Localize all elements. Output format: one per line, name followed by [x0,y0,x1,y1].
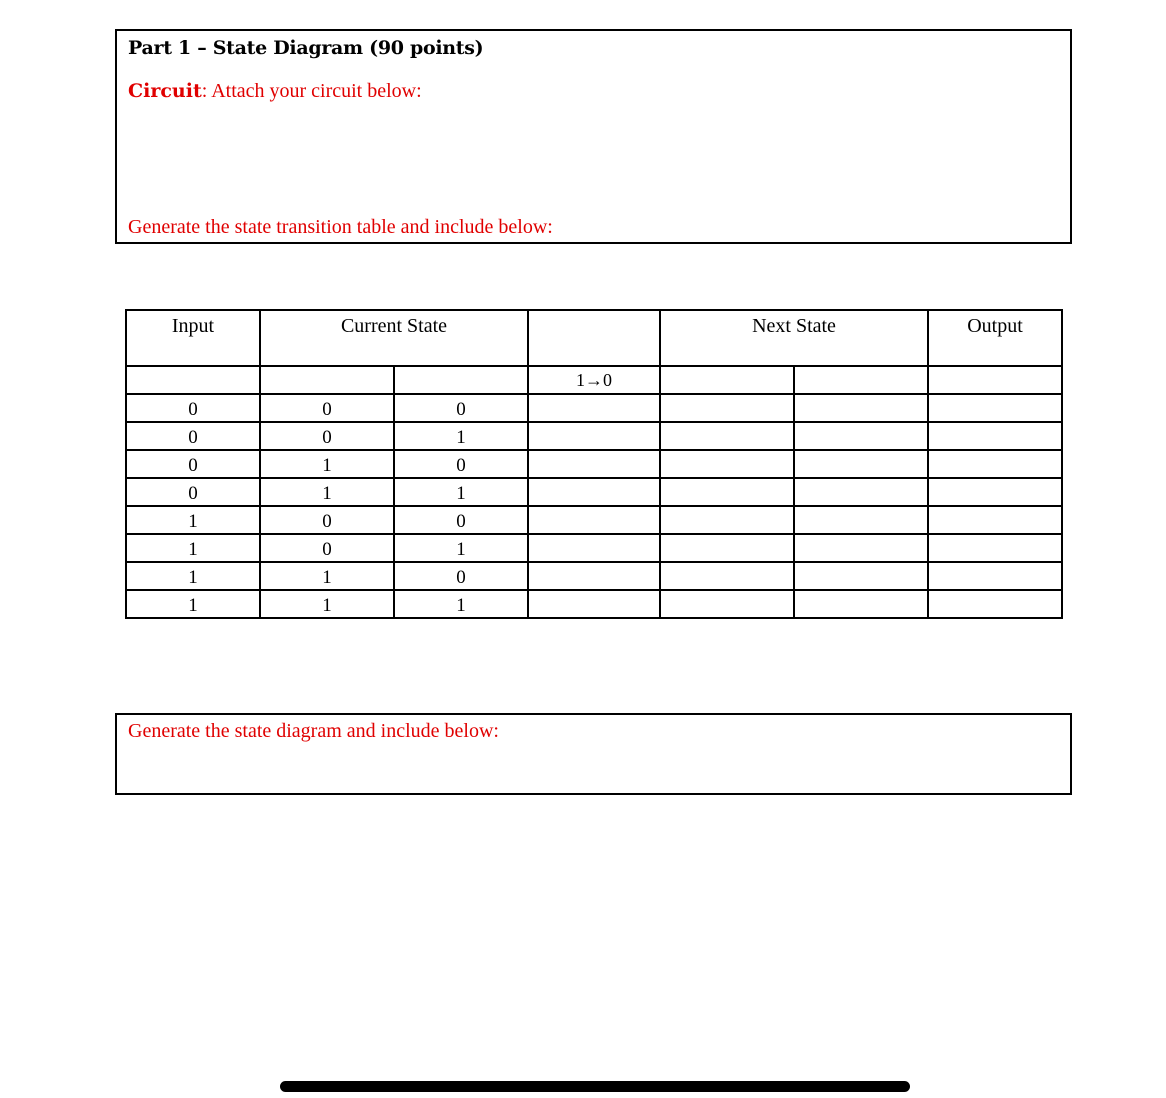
transition-label: 1→0 [528,366,660,394]
table-cell[interactable] [528,394,660,422]
next-state-q0-cell[interactable] [794,394,928,422]
next-state-q0-cell[interactable] [794,506,928,534]
output-cell[interactable] [928,394,1062,422]
table-subheader-row [126,366,1062,394]
current-state-q1-cell: 1 [260,450,394,478]
table-cell[interactable] [528,478,660,506]
next-state-q1-cell[interactable] [660,478,794,506]
output-cell[interactable] [928,562,1062,590]
diagram-instruction: Generate the state diagram and include below: [128,720,499,742]
home-indicator-bar[interactable] [280,1081,910,1092]
header-output: Output [928,310,1062,366]
output-cell[interactable] [928,450,1062,478]
table-row [126,590,1062,618]
next-state-q1-cell[interactable] [660,590,794,618]
table-cell[interactable] [528,506,660,534]
next-state-q1-cell[interactable] [660,450,794,478]
next-state-q0-cell[interactable] [794,590,928,618]
current-state-q1-cell: 0 [260,394,394,422]
header-input: Input [126,310,260,366]
output-cell[interactable] [928,506,1062,534]
table-instruction: Generate the state transition table and include below: [128,216,553,238]
header-blank [528,310,660,366]
current-state-q1-cell: 1 [260,590,394,618]
input-cell: 1 [126,534,260,562]
table-row [126,506,1062,534]
header-current-state: Current State [260,310,528,366]
table-row [126,478,1062,506]
current-state-q1-cell: 0 [260,422,394,450]
table-cell [394,366,528,394]
input-cell: 1 [126,506,260,534]
next-state-q1-cell[interactable] [660,534,794,562]
table-cell[interactable] [528,534,660,562]
table-cell[interactable] [528,450,660,478]
current-state-q0-cell: 0 [394,562,528,590]
table-header-row [126,310,1062,366]
input-cell: 0 [126,422,260,450]
current-state-q1-cell: 0 [260,506,394,534]
current-state-q0-cell: 0 [394,394,528,422]
part-heading: Part 1 – State Diagram (90 points) [128,37,484,59]
table-cell [928,366,1062,394]
table-row [126,394,1062,422]
current-state-q0-cell: 1 [394,422,528,450]
next-state-q1-cell[interactable] [660,394,794,422]
next-state-q0-cell[interactable] [794,422,928,450]
current-state-q0-cell: 0 [394,450,528,478]
table-row [126,450,1062,478]
next-state-q0-cell[interactable] [794,450,928,478]
table-cell [794,366,928,394]
circuit-label: Circuit [128,80,202,102]
input-cell: 1 [126,590,260,618]
next-state-q1-cell[interactable] [660,422,794,450]
table-cell [126,366,260,394]
output-cell[interactable] [928,534,1062,562]
current-state-q1-cell: 0 [260,534,394,562]
output-cell[interactable] [928,478,1062,506]
next-state-q0-cell[interactable] [794,534,928,562]
output-cell[interactable] [928,590,1062,618]
circuit-text: : Attach your circuit below: [201,80,422,102]
header-next-state: Next State [660,310,928,366]
table-cell[interactable] [528,562,660,590]
current-state-q1-cell: 1 [260,562,394,590]
table-row [126,534,1062,562]
input-cell: 0 [126,394,260,422]
input-cell: 1 [126,562,260,590]
circuit-instruction [128,80,422,103]
next-state-q0-cell[interactable] [794,478,928,506]
state-diagram-section [115,713,1072,795]
output-cell[interactable] [928,422,1062,450]
table-row [126,562,1062,590]
input-cell: 0 [126,478,260,506]
table-cell[interactable] [528,422,660,450]
table-cell [260,366,394,394]
current-state-q0-cell: 1 [394,534,528,562]
table-row [126,422,1062,450]
table-cell[interactable] [528,590,660,618]
next-state-q1-cell[interactable] [660,506,794,534]
current-state-q1-cell: 1 [260,478,394,506]
current-state-q0-cell: 1 [394,590,528,618]
state-transition-table [125,309,1063,619]
circuit-section [115,29,1072,244]
next-state-q0-cell[interactable] [794,562,928,590]
current-state-q0-cell: 0 [394,506,528,534]
input-cell: 0 [126,450,260,478]
table-cell [660,366,794,394]
current-state-q0-cell: 1 [394,478,528,506]
next-state-q1-cell[interactable] [660,562,794,590]
